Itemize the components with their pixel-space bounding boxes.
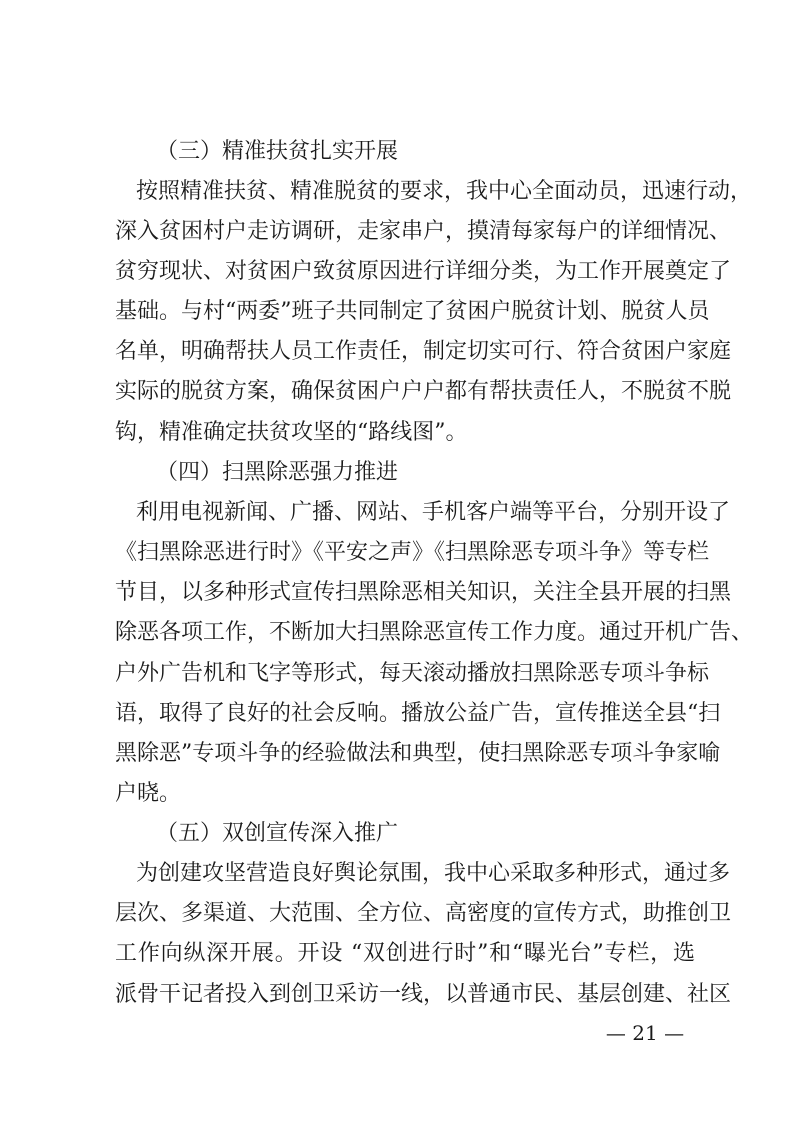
section-heading: （五）双创宣传深入推广 (156, 821, 399, 846)
section-heading: （四）扫黑除恶强力推进 (156, 460, 399, 485)
paragraph-line: 工作向纵深开展。开设 “双创进行时”和“曝光台”专栏，选 (115, 941, 695, 966)
paragraph-line: 基础。与村“两委”班子共同制定了贫困户脱贫计划、脱贫人员 (115, 299, 710, 324)
section-heading: （三）精准扶贫扎实开展 (156, 139, 399, 164)
paragraph-line: 钩，精准确定扶贫攻坚的“路线图”。 (115, 420, 468, 445)
paragraph-line: 黑除恶”专项斗争的经验做法和典型，使扫黑除恶专项斗争家喻 (115, 741, 721, 766)
paragraph-line: 层次、多渠道、大范围、全方位、高密度的宣传方式，助推创卫 (115, 901, 732, 926)
paragraph-line: 名单，明确帮扶人员工作责任，制定切实可行、符合贫困户家庭 (115, 339, 732, 364)
paragraph-line: 贫穷现状、对贫困户致贫原因进行详细分类，为工作开展奠定了 (115, 259, 732, 284)
paragraph-line: 语，取得了良好的社会反响。播放公益广告，宣传推送全县“扫 (115, 701, 721, 726)
paragraph-line: 按照精准扶贫、精准脱贫的要求，我中心全面动员，迅速行动， (136, 179, 753, 204)
paragraph-line: 实际的脱贫方案，确保贫困户户户都有帮扶责任人，不脱贫不脱 (115, 379, 732, 404)
page-number: — 21 — (605, 1021, 685, 1045)
paragraph-line: 深入贫困村户走访调研，走家串户，摸清每家每户的详细情况、 (115, 219, 732, 244)
paragraph-line: 户晓。 (115, 781, 182, 806)
paragraph-line: 利用电视新闻、广播、网站、手机客户端等平台，分别开设了 (136, 500, 731, 525)
paragraph-line: 户外广告机和飞字等形式，每天滚动播放扫黑除恶专项斗争标 (115, 661, 710, 686)
paragraph-line: 派骨干记者投入到创卫采访一线，以普通市民、基层创建、社区 (115, 982, 732, 1007)
paragraph-line: 为创建攻坚营造良好舆论氛围，我中心采取多种形式，通过多 (136, 861, 731, 886)
paragraph-line: 除恶各项工作，不断加大扫黑除恶宣传工作力度。通过开机广告、 (115, 620, 754, 645)
paragraph-line: 节目，以多种形式宣传扫黑除恶相关知识，关注全县开展的扫黑 (115, 580, 732, 605)
paragraph-line: 《扫黑除恶进行时》《平安之声》《扫黑除恶专项斗争》等专栏 (115, 540, 710, 565)
